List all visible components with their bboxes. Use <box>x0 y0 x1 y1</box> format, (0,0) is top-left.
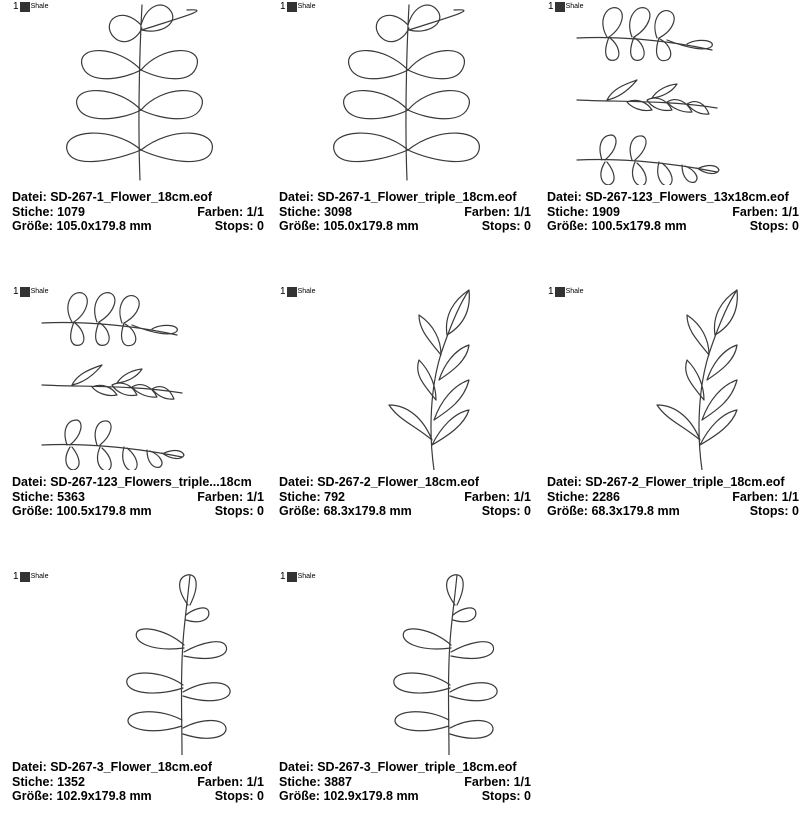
design-info <box>279 760 531 804</box>
color-index: 1 <box>548 1 554 12</box>
design-size: 102.9x179.8 mm <box>323 789 419 803</box>
design-card[interactable] <box>12 570 267 830</box>
design-preview <box>279 0 534 185</box>
design-card[interactable] <box>279 285 534 545</box>
design-preview <box>12 285 267 470</box>
file-label-value: Datei: SD-267-3_Flower_18cm.eof <box>12 760 213 774</box>
design-card[interactable] <box>12 285 267 545</box>
size-row: Größe: 68.3x179.8 mm Stops: 0 <box>547 504 799 518</box>
stitches-row: Stiche: 1909 Farben: 1/1 <box>547 204 799 219</box>
design-info <box>547 190 799 234</box>
stitch-count: 1352 <box>57 774 85 789</box>
color-badge <box>548 285 583 299</box>
color-name: Shale <box>30 288 49 295</box>
design-info <box>12 190 264 234</box>
design-preview <box>12 570 267 755</box>
color-name: Shale <box>297 3 316 10</box>
leaf-embroidery-image <box>279 570 534 755</box>
color-swatch <box>20 2 30 12</box>
stitches-row: Stiche: 3887 Farben: 1/1 <box>279 774 531 789</box>
file-label-value: Datei: SD-267-1_Flower_triple_18cm.eof <box>279 190 517 204</box>
color-swatch <box>20 572 30 582</box>
color-index: 1 <box>280 286 286 297</box>
color-badge <box>548 0 583 14</box>
design-info <box>279 190 531 234</box>
stop-count: 0 <box>792 219 799 233</box>
design-preview <box>279 285 534 470</box>
file-row <box>12 190 264 205</box>
color-name: Shale <box>30 573 49 580</box>
leaf-embroidery-image <box>12 570 267 755</box>
design-info <box>12 475 264 519</box>
color-name: Shale <box>565 288 584 295</box>
color-badge <box>280 570 315 584</box>
leaf-embroidery-image <box>547 285 802 470</box>
color-index: 1 <box>13 571 19 582</box>
file-row <box>279 475 531 490</box>
size-row: Größe: 105.0x179.8 mm Stops: 0 <box>279 219 531 233</box>
stop-count: 0 <box>257 789 264 803</box>
design-card[interactable] <box>279 0 534 260</box>
color-count: 1/1 <box>246 204 264 219</box>
stitches-row: Stiche: 1079 Farben: 1/1 <box>12 204 264 219</box>
stop-count: 0 <box>257 219 264 233</box>
stitches-row: Stiche: 1352 Farben: 1/1 <box>12 774 264 789</box>
color-badge <box>13 570 48 584</box>
color-count: 1/1 <box>513 204 531 219</box>
color-swatch <box>555 287 565 297</box>
file-name: SD-267-3_Flower_18cm.eof <box>50 760 213 774</box>
stitch-count: 2286 <box>592 489 620 504</box>
color-count: 1/1 <box>513 774 531 789</box>
stop-count: 0 <box>257 504 264 518</box>
file-row <box>279 760 531 775</box>
file-name: SD-267-1_Flower_triple_18cm.eof <box>317 190 517 204</box>
color-name: Shale <box>297 288 316 295</box>
design-info <box>279 475 531 519</box>
design-preview <box>547 285 802 470</box>
file-row <box>12 760 264 775</box>
stitches-row: Stiche: 2286 Farben: 1/1 <box>547 489 799 504</box>
color-count: 1/1 <box>781 204 799 219</box>
color-name: Shale <box>565 3 584 10</box>
file-name: SD-267-123_Flowers_13x18cm.eof <box>585 190 789 204</box>
stitch-count: 3098 <box>324 204 352 219</box>
stitches-row: Stiche: 3098 Farben: 1/1 <box>279 204 531 219</box>
stop-count: 0 <box>524 219 531 233</box>
design-size: 68.3x179.8 mm <box>591 504 680 518</box>
color-swatch <box>287 572 297 582</box>
design-size: 100.5x179.8 mm <box>56 504 152 518</box>
stitch-count: 792 <box>324 489 346 504</box>
color-name: Shale <box>297 573 316 580</box>
file-name: SD-267-2_Flower_18cm.eof <box>317 475 480 489</box>
design-card[interactable] <box>12 0 267 260</box>
color-swatch <box>555 2 565 12</box>
stitch-count: 3887 <box>324 774 352 789</box>
leaf-embroidery-image <box>12 285 267 470</box>
file-label-value: Datei: SD-267-123_Flowers_13x18cm.eof <box>547 190 789 204</box>
file-name: SD-267-2_Flower_triple_18cm.eof <box>585 475 785 489</box>
stop-count: 0 <box>792 504 799 518</box>
file-name: SD-267-1_Flower_18cm.eof <box>50 190 213 204</box>
size-row: Größe: 102.9x179.8 mm Stops: 0 <box>279 789 531 803</box>
file-label-value: Datei: SD-267-3_Flower_triple_18cm.eof <box>279 760 517 774</box>
design-size: 102.9x179.8 mm <box>56 789 152 803</box>
color-badge <box>13 0 48 14</box>
design-size: 105.0x179.8 mm <box>323 219 419 233</box>
color-count: 1/1 <box>781 489 799 504</box>
file-name: SD-267-123_Flowers_triple...18cm <box>50 475 252 489</box>
leaf-embroidery-image <box>279 285 534 470</box>
color-badge <box>13 285 48 299</box>
color-index: 1 <box>280 571 286 582</box>
size-row: Größe: 100.5x179.8 mm Stops: 0 <box>12 504 264 518</box>
file-label-value: Datei: SD-267-1_Flower_18cm.eof <box>12 190 213 204</box>
design-info <box>547 475 799 519</box>
design-card[interactable] <box>547 285 802 545</box>
design-size: 105.0x179.8 mm <box>56 219 152 233</box>
design-card[interactable] <box>547 0 802 260</box>
stop-count: 0 <box>524 504 531 518</box>
leaf-embroidery-image <box>547 0 802 185</box>
color-count: 1/1 <box>246 489 264 504</box>
file-row <box>279 190 531 205</box>
stop-count: 0 <box>524 789 531 803</box>
leaf-embroidery-image <box>279 0 534 185</box>
color-index: 1 <box>280 1 286 12</box>
leaf-embroidery-image <box>12 0 267 185</box>
design-info <box>12 760 264 804</box>
design-card[interactable] <box>279 570 534 830</box>
size-row: Größe: 105.0x179.8 mm Stops: 0 <box>12 219 264 233</box>
stitch-count: 1909 <box>592 204 620 219</box>
color-swatch <box>20 287 30 297</box>
file-row <box>547 190 799 205</box>
stitches-row: Stiche: 792 Farben: 1/1 <box>279 489 531 504</box>
design-preview <box>547 0 802 185</box>
size-row: Größe: 68.3x179.8 mm Stops: 0 <box>279 504 531 518</box>
stitches-row: Stiche: 5363 Farben: 1/1 <box>12 489 264 504</box>
color-swatch <box>287 2 297 12</box>
file-label-value: Datei: SD-267-2_Flower_18cm.eof <box>279 475 480 489</box>
size-row: Größe: 102.9x179.8 mm Stops: 0 <box>12 789 264 803</box>
color-badge <box>280 285 315 299</box>
size-row: Größe: 100.5x179.8 mm Stops: 0 <box>547 219 799 233</box>
color-index: 1 <box>548 286 554 297</box>
file-row <box>547 475 799 490</box>
design-size: 100.5x179.8 mm <box>591 219 687 233</box>
file-row <box>12 475 264 490</box>
file-name: SD-267-3_Flower_triple_18cm.eof <box>317 760 517 774</box>
color-name: Shale <box>30 3 49 10</box>
color-count: 1/1 <box>246 774 264 789</box>
color-badge <box>280 0 315 14</box>
file-label-value: Datei: SD-267-2_Flower_triple_18cm.eof <box>547 475 785 489</box>
color-index: 1 <box>13 1 19 12</box>
color-index: 1 <box>13 286 19 297</box>
stitch-count: 1079 <box>57 204 85 219</box>
design-preview <box>12 0 267 185</box>
design-size: 68.3x179.8 mm <box>323 504 412 518</box>
stitch-count: 5363 <box>57 489 85 504</box>
color-count: 1/1 <box>513 489 531 504</box>
file-label-value: Datei: SD-267-123_Flowers_triple...18cm <box>12 475 252 489</box>
design-preview <box>279 570 534 755</box>
color-swatch <box>287 287 297 297</box>
